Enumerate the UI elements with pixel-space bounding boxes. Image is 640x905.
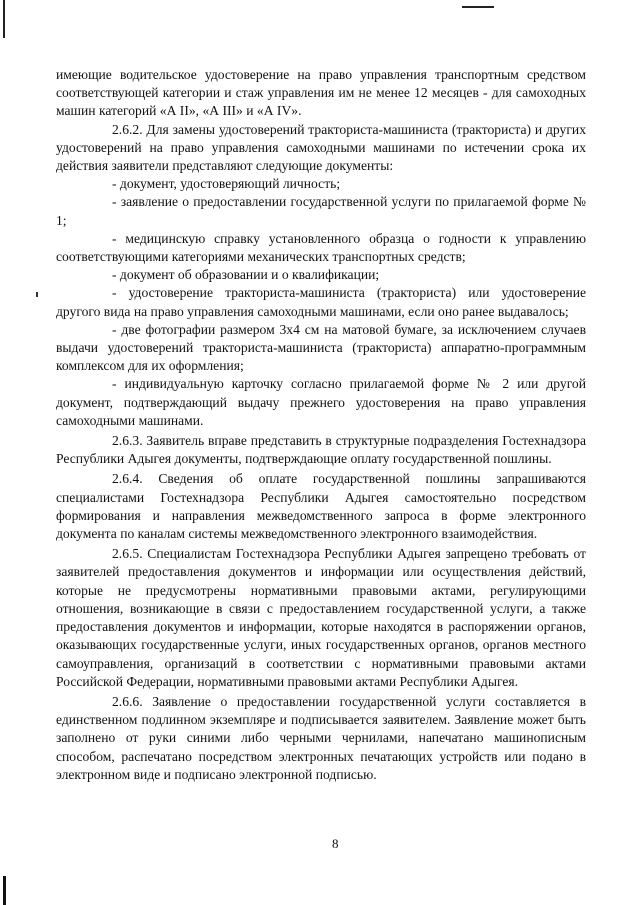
- paragraph-2-6-3: 2.6.3. Заявитель вправе представить в структурные подразделения Гостехнадзора Республики Адыгея документы, подтверждающие оплату государственной пошлины.: [56, 433, 586, 467]
- list-item: - индивидуальную карточку согласно прилагаемой форме № 2 или другой документ, подтверждающий выдачу прежнего удостоверения на право управления самоходными машинами.: [56, 376, 586, 428]
- list-item: - документ об образовании и о квалификации;: [112, 267, 380, 283]
- list-item: - две фотографии размером 3х4 см на матовой бумаге, за исключением случаев выдачи удостоверений тракториста-машиниста (тракториста) аппаратно-программным комплексом для их оформления;: [56, 321, 586, 374]
- scan-artifact-top: [462, 6, 494, 8]
- list-item: - документ, удостоверяющий личность;: [112, 176, 341, 192]
- paragraph-2-6-4: 2.6.4. Сведения об оплате государственной пошлины запрашиваются специалистами Гостехнадзора Республики Адыгея самостоятельно посредством формирования и направления межведомственного запроса в форме электронного документа по каналам системы межведомственного электронного взаимодействия.: [56, 471, 586, 542]
- page-number: 8: [332, 836, 339, 851]
- paragraph-2-6-2: 2.6.2. Для замены удостоверений тракториста-машиниста (тракториста) и других удостоверений на право управления самоходными машинами по истечении срока их действия заявители представляют следующие документы:: [56, 121, 586, 174]
- scan-artifact-bottom: [3, 876, 6, 905]
- list-item: - удостоверение тракториста-машиниста (тракториста) или удостоверение другого вида на право управления самоходными машинами, если оно ранее выдавалось;: [56, 285, 586, 319]
- list-item: - заявление о предоставлении государственной услуги по прилагаемой форме № 1;: [56, 194, 586, 228]
- scan-artifact-left: [3, 0, 5, 38]
- list-item: - медицинскую справку установленного образца о годности к управлению соответствующими категориями механических транспортных средств;: [56, 230, 586, 265]
- paragraph-2-6-5: 2.6.5. Специалистам Гостехнадзора Республики Адыгея запрещено требовать от заявителей предоставления документов и информации или осуществления действий, которые не предусмотрены нормативными правовыми актами, регулирующими отношения, возникающие в связи с предоставлением государственной услуги, а также предоставления документов и информации, которые находятся в распоряжении органов, оказывающих государственные услуги, иных государственных органов, органов местного самоуправления, организаций в соответствии с нормативными правовыми актами Российской Федерации, нормативными правовыми актами Республики Адыгея.: [56, 546, 586, 689]
- paragraph-2-6-6: 2.6.6. Заявление о предоставлении государственной услуги составляется в единственном подлинном экземпляре и подписывается заявителем. Заявление может быть заполнено от руки синими либо черными чернилами, напечатано машинописным способом, распечатано посредством электронных печатающих устройств или подано в электронном виде и подписано электронной подписью.: [56, 693, 586, 782]
- scan-artifact-dot: [36, 292, 38, 297]
- paragraph: имеющие водительское удостоверение на право управления транспортным средством соответствующей категории и стаж управления им не менее 12 месяцев - для самоходных машин категорий «А II», «А III» и «А IV».: [56, 67, 586, 119]
- document-body: [56, 66, 586, 784]
